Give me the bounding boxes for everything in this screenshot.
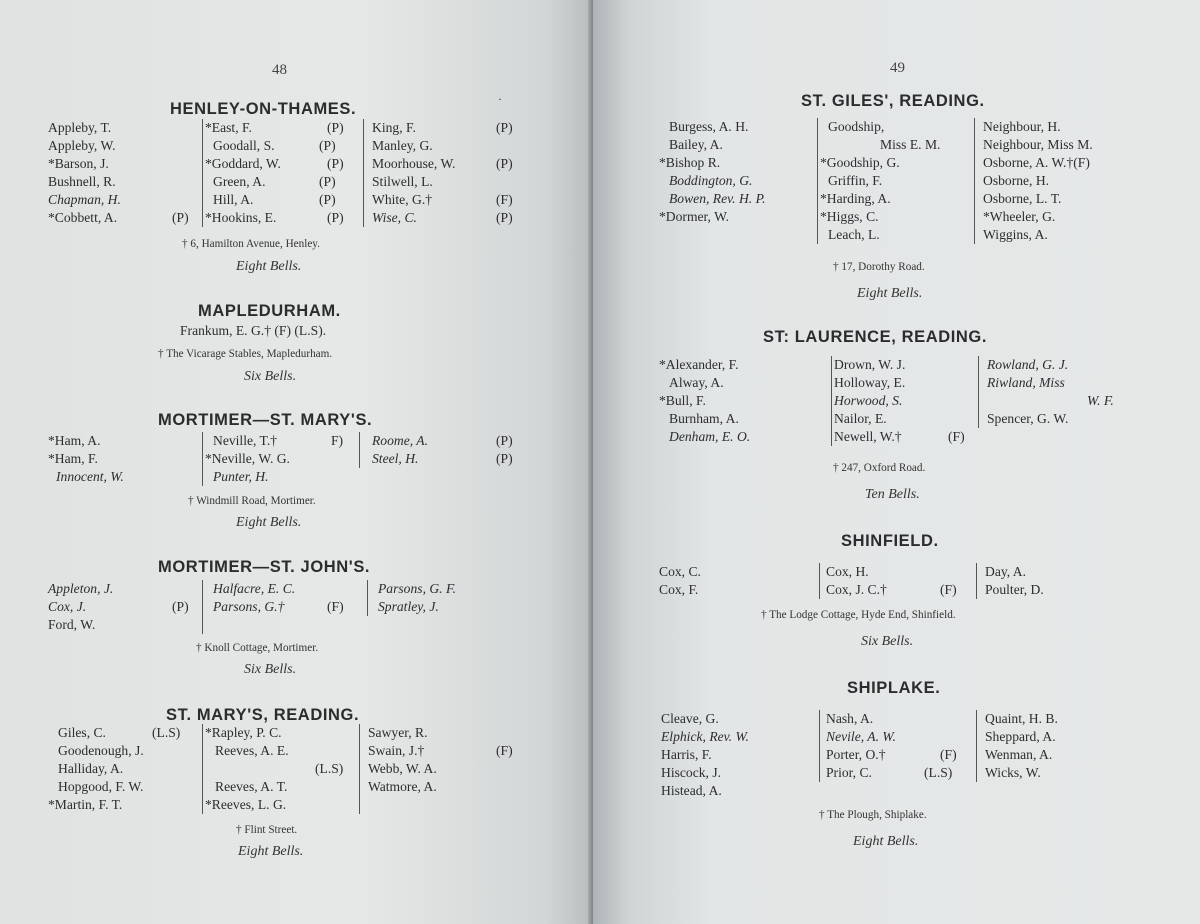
name-entry: Reeves, A. E. [215, 743, 289, 758]
left-page [0, 0, 593, 924]
name-entry: Goodenough, J. [58, 743, 144, 758]
address-note: † Knoll Cottage, Mortimer. [196, 642, 319, 654]
section-title-henley: HENLEY-ON-THAMES. [170, 100, 357, 118]
shiplake-col2 [819, 710, 976, 782]
st-giles-col3 [974, 118, 1143, 244]
role-mark: (P) [496, 156, 513, 171]
name-entry: Hopgood, F. W. [58, 779, 144, 794]
bells-count: Six Bells. [244, 662, 297, 677]
address-note: † Windmill Road, Mortimer. [188, 495, 316, 507]
name-text: Swain, J.† [368, 743, 425, 758]
role-mark: (F) [496, 743, 513, 758]
name-entry: *Bishop R. [659, 155, 721, 170]
st-marys-col2 [202, 724, 359, 814]
name-text: Green, A. [213, 174, 266, 189]
name-entry [826, 581, 976, 599]
name-entry: Neighbour, Miss M. [983, 137, 1093, 152]
name-text: Newell, W.† [834, 429, 902, 444]
name-entry [205, 191, 363, 209]
name-text: Neville, T.† [213, 433, 278, 448]
name-text: Parsons, G.† [213, 599, 285, 614]
name-entry: Nevile, A. W. [826, 729, 896, 744]
page-number: 48 [272, 62, 287, 78]
section-title-shinfield: SHINFIELD. [841, 532, 939, 550]
name-text: King, F. [372, 120, 416, 135]
name-entry [372, 155, 532, 173]
name-text: Hill, A. [213, 192, 254, 207]
name-entry: *Harding, A. [820, 191, 891, 206]
name-entry: Poulter, D. [985, 582, 1044, 597]
name-entry: Bailey, A. [669, 137, 723, 152]
st-giles-columns [659, 118, 1143, 244]
role-mark: (P) [327, 210, 344, 225]
name-text: *East, F. [205, 120, 252, 135]
section-title-st-laurence: ST: LAURENCE, READING. [763, 328, 988, 346]
name-entry: Wicks, W. [985, 765, 1041, 780]
section-title-st-marys-reading: ST. MARY'S, READING. [166, 706, 360, 724]
name-entry [48, 724, 202, 742]
name-entry: Parsons, G. F. [378, 581, 456, 596]
name-text: Giles, C. [58, 725, 106, 740]
section-title-mortimer-st-johns: MORTIMER—ST. JOHN'S. [158, 558, 371, 576]
role-mark: (F) [940, 582, 957, 597]
name-entry: *Higgs, C. [820, 209, 879, 224]
name-entry: *Barson, J. [48, 156, 109, 171]
name-entry [48, 580, 202, 598]
shinfield-col2 [819, 563, 976, 599]
name-text: Roome, A. [372, 433, 429, 448]
name-text: Moorhouse, W. [372, 156, 456, 171]
name-entry: Osborne, H. [983, 173, 1050, 188]
st-giles-col1 [659, 118, 817, 244]
name-entry: Hiscock, J. [661, 765, 722, 780]
address-note: † Flint Street. [236, 824, 298, 836]
name-entry: Bowen, Rev. H. P. [669, 191, 766, 206]
name-entry: Osborne, A. W.†(F) [983, 155, 1090, 170]
name-entry [48, 598, 202, 616]
shinfield-columns [659, 563, 1125, 599]
name-entry [48, 209, 202, 227]
address-note: † The Plough, Shiplake. [819, 809, 927, 821]
name-entry: Webb, W. A. [368, 761, 437, 776]
shiplake-columns [661, 710, 1125, 800]
role-mark: (P) [319, 174, 336, 189]
name-entry: Burnham, A. [669, 411, 739, 426]
name-entry: Boddington, G. [669, 173, 753, 188]
mortimer-mary-col3 [359, 432, 532, 468]
name-entry: Innocent, W. [56, 469, 124, 484]
name-entry: Miss E. M. [880, 137, 941, 152]
name-entry: Chapman, H. [48, 192, 121, 207]
name-entry: Harris, F. [661, 747, 712, 762]
name-entry: Sawyer, R. [368, 725, 428, 740]
role-mark: (P) [327, 120, 344, 135]
name-entry: Histead, A. [661, 783, 722, 798]
role-mark: (P) [496, 433, 513, 448]
name-entry: Appleby, W. [48, 138, 116, 153]
name-entry: Cox, F. [659, 582, 699, 597]
role-mark: (P) [172, 599, 189, 614]
bells-count: Ten Bells. [865, 487, 920, 502]
mortimer-john-columns [48, 580, 538, 634]
role-mark: (P) [327, 156, 344, 171]
role-mark: (L.S) [152, 725, 181, 740]
name-entry: Alway, A. [669, 375, 724, 390]
bells-count: Six Bells. [861, 634, 914, 649]
role-mark: (F) [496, 192, 513, 207]
name-entry [372, 450, 532, 468]
bells-count: Eight Bells. [236, 515, 302, 530]
name-entry: *Bull, F. [659, 393, 706, 408]
name-entry: *Neville, W. G. [205, 451, 290, 466]
st-marys-col3 [359, 724, 518, 814]
shiplake-col1 [661, 710, 819, 800]
shinfield-col1 [659, 563, 819, 599]
name-entry: Reeves, A. T. [215, 779, 288, 794]
mortimer-mary-col2 [202, 432, 359, 486]
name-entry: Osborne, L. T. [983, 191, 1062, 206]
name-entry [205, 137, 363, 155]
role-mark: F) [331, 433, 344, 448]
name-entry: Nash, A. [826, 711, 874, 726]
st-marys-col1 [48, 724, 202, 814]
mortimer-john-col3 [367, 580, 538, 616]
name-text: Stilwell, L. [372, 174, 433, 189]
role-mark: (P) [496, 451, 513, 466]
st-giles-col2 [817, 118, 974, 244]
bells-count: Eight Bells. [853, 834, 919, 849]
name-text: Wise, C. [372, 210, 417, 225]
name-entry: W. F. [1087, 393, 1114, 408]
name-entry [205, 432, 359, 450]
name-text: Steel, H. [372, 451, 419, 466]
name-entry [826, 764, 976, 782]
name-text: Prior, C. [826, 765, 872, 780]
name-text: Porter, O.† [826, 747, 886, 762]
name-entry: Wiggins, A. [983, 227, 1048, 242]
name-entry: *Goodship, G. [820, 155, 900, 170]
name-text: Goodall, S. [213, 138, 275, 153]
name-text: Appleton, J. [48, 581, 114, 596]
name-entry [372, 191, 532, 209]
name-entry [372, 137, 532, 155]
name-entry: Griffin, F. [828, 173, 883, 188]
name-entry: Halfacre, E. C. [213, 581, 296, 596]
ink-speck: · [498, 92, 502, 106]
henley-col1 [48, 119, 202, 227]
role-mark: (L.S) [924, 765, 953, 780]
name-entry: Horwood, S. [834, 393, 903, 408]
name-entry [205, 209, 363, 227]
name-entry: Burgess, A. H. [669, 119, 749, 134]
name-entry: Rowland, G. J. [987, 357, 1069, 372]
role-mark: (P) [496, 120, 513, 135]
section-title-shiplake: SHIPLAKE. [847, 679, 941, 697]
page-number: 49 [890, 60, 905, 76]
henley-col3 [363, 119, 532, 227]
name-entry: *Ham, A. [48, 433, 101, 448]
name-text: White, G.† [372, 192, 433, 207]
shinfield-col3 [976, 563, 1125, 599]
st-laurence-col3 [978, 356, 1147, 428]
role-mark: (P) [319, 192, 336, 207]
name-entry: Watmore, A. [368, 779, 437, 794]
name-text: *Hookins, E. [205, 210, 277, 225]
role-mark: (P) [319, 138, 336, 153]
section-title-mortimer-st-marys: MORTIMER—ST. MARY'S. [158, 411, 373, 429]
name-entry: Nailor, E. [834, 411, 887, 426]
name-text: Cox, J. C.† [826, 582, 887, 597]
name-entry [205, 155, 363, 173]
name-entry [834, 428, 978, 446]
name-entry: Ford, W. [48, 617, 96, 632]
mortimer-john-col2 [202, 580, 367, 634]
name-entry: *Dormer, W. [659, 209, 730, 224]
name-entry: Quaint, H. B. [985, 711, 1058, 726]
shiplake-col3 [976, 710, 1125, 782]
address-note: † 6, Hamilton Avenue, Henley. [182, 238, 320, 250]
role-mark: (F) [948, 429, 965, 444]
name-entry [372, 173, 532, 191]
name-entry [826, 746, 976, 764]
name-entry: Punter, H. [213, 469, 269, 484]
role-mark: (L.S) [315, 761, 344, 776]
name-text: *Goddard, W. [205, 156, 281, 171]
name-entry: Cox, C. [659, 564, 701, 579]
name-entry: Riwland, Miss [987, 375, 1065, 390]
name-entry: *Rapley, P. C. [205, 725, 282, 740]
name-entry: *Wheeler, G. [983, 209, 1056, 224]
mortimer-mary-columns [48, 432, 532, 486]
bells-count: Eight Bells. [238, 844, 304, 859]
name-entry: Elphick, Rev. W. [661, 729, 749, 744]
name-entry: Spratley, J. [378, 599, 439, 614]
name-entry: Sheppard, A. [985, 729, 1056, 744]
name-entry: Day, A. [985, 564, 1027, 579]
bells-count: Six Bells. [244, 369, 297, 384]
address-note: † The Lodge Cottage, Hyde End, Shinfield. [761, 609, 956, 621]
st-laurence-columns [659, 356, 1147, 446]
section-title-st-giles: ST. GILES', READING. [801, 92, 985, 110]
name-entry: *Martin, F. T. [48, 797, 123, 812]
address-note: † 247, Oxford Road. [833, 462, 926, 474]
name-entry: *Reeves, L. G. [205, 797, 287, 812]
name-entry: Appleby, T. [48, 120, 112, 135]
henley-col2 [202, 119, 363, 227]
role-mark: (F) [940, 747, 957, 762]
mortimer-john-col1 [48, 580, 202, 634]
name-entry: Frankum, E. G.† (F) (L.S). [180, 323, 327, 338]
role-mark: (F) [327, 599, 344, 614]
name-entry: Goodship, [828, 119, 885, 134]
st-laurence-col2 [831, 356, 978, 446]
henley-columns [48, 119, 532, 227]
name-entry: Leach, L. [828, 227, 880, 242]
name-entry [372, 432, 532, 450]
name-text: Cox, J. [48, 599, 87, 614]
name-text: *Cobbett, A. [48, 210, 118, 225]
role-mark: (P) [496, 210, 513, 225]
name-text: Manley, G. [372, 138, 433, 153]
name-entry: *Ham, F. [48, 451, 98, 466]
name-entry: Cox, H. [826, 564, 869, 579]
right-page [593, 0, 1200, 924]
name-entry: Spencer, G. W. [987, 411, 1069, 426]
bells-count: Eight Bells. [857, 286, 923, 301]
address-note: † The Vicarage Stables, Mapledurham. [158, 348, 333, 360]
role-mark: (P) [172, 210, 189, 225]
name-entry: Cleave, G. [661, 711, 719, 726]
name-entry: Wenman, A. [985, 747, 1053, 762]
section-title-mapledurham: MAPLEDURHAM. [198, 302, 341, 320]
name-entry: Denham, E. O. [669, 429, 751, 444]
name-entry [368, 742, 518, 760]
address-note: † 17, Dorothy Road. [833, 261, 925, 273]
name-entry: *Alexander, F. [659, 357, 739, 372]
name-entry: Neighbour, H. [983, 119, 1061, 134]
name-entry [205, 173, 363, 191]
name-entry: Halliday, A. [58, 761, 124, 776]
st-laurence-col1 [659, 356, 831, 446]
bells-count: Eight Bells. [236, 259, 302, 274]
name-entry [213, 598, 367, 616]
name-entry: Holloway, E. [834, 375, 906, 390]
st-marys-columns [48, 724, 518, 814]
name-entry [205, 119, 363, 137]
name-entry: Bushnell, R. [48, 174, 116, 189]
name-entry: Drown, W. J. [834, 357, 906, 372]
name-entry [372, 119, 532, 137]
mortimer-mary-col1 [48, 432, 202, 486]
name-entry [372, 209, 532, 227]
